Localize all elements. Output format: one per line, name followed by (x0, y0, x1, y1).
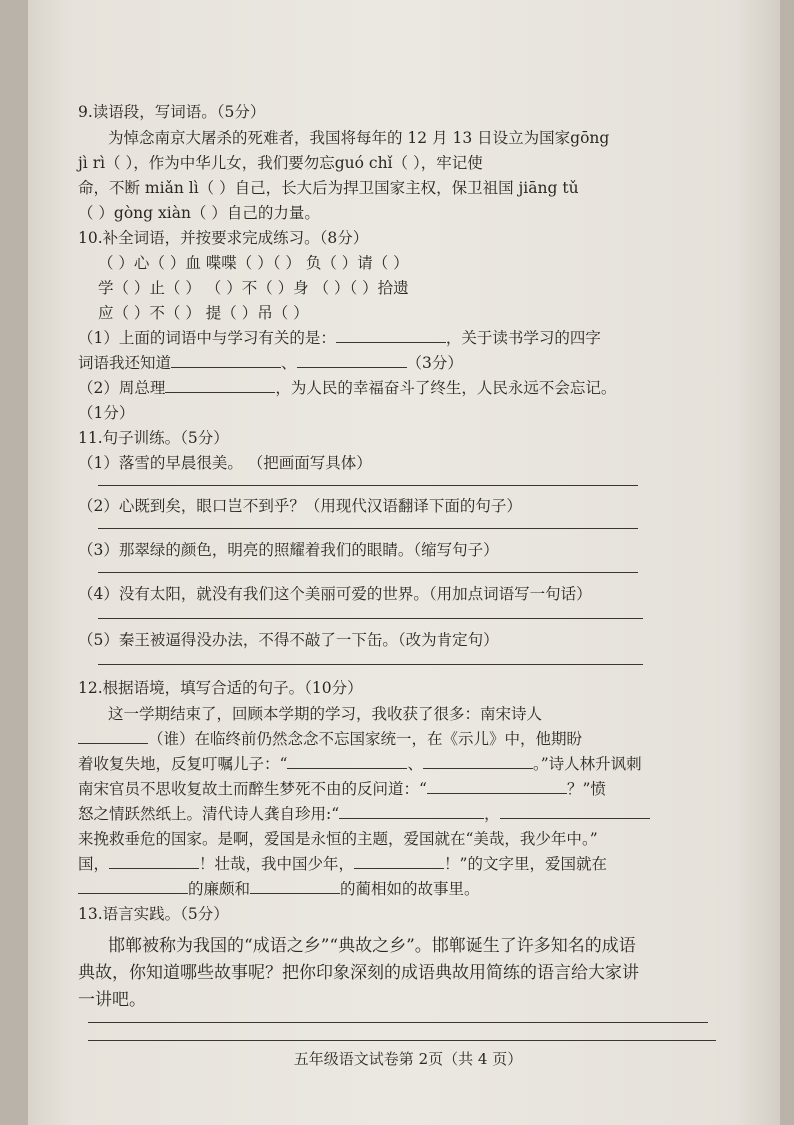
q13-line-3: 一讲吧。 (78, 990, 146, 1010)
answer-blank[interactable] (297, 353, 407, 368)
answer-blank[interactable] (336, 328, 446, 343)
q11-item-4: （4）没有太阳，就没有我们这个美丽可爱的世界。（用加点词语写一句话） (78, 585, 592, 603)
answer-blank[interactable] (354, 854, 444, 869)
q11-item-5: （5）秦王被逼得没办法，不得不敲了一下缶。（改为肯定句） (78, 631, 499, 649)
answer-blank[interactable] (78, 729, 148, 744)
q10-row-2: 学（ ）止（ ） （ ）不（ ）身 （ ）（ ）拾遗 (98, 279, 409, 297)
q11-item-2: （2）心既到矣，眼口岂不到乎？（用现代汉语翻译下面的句子） (78, 497, 522, 515)
answer-blank[interactable] (423, 754, 533, 769)
answer-blank[interactable] (287, 754, 407, 769)
q12-line-3: 着收复失地，反复叮嘱儿子：“ 、 。”诗人林升讽刺 (78, 755, 642, 773)
q10-row-3: 应（ ）不（ ） 提（ ）吊（ ） (98, 304, 309, 322)
q12-line-8: 的廉颇和 的蔺相如的故事里。 (78, 877, 480, 899)
q12-line-4: 南宋官员不思收复故土而醉生梦死不由的反问道：“ ？”愤 (78, 780, 606, 798)
answer-line[interactable] (98, 618, 643, 619)
q11-title: 11.句子训练。（5分） (78, 429, 229, 447)
q9-title: 9.读语段，写词语。（5分） (78, 103, 266, 121)
answer-line[interactable] (98, 485, 638, 486)
q13-line-2: 典故，你知道哪些故事呢？把你印象深刻的成语典故用简练的语言给大家讲 (78, 963, 639, 983)
q12-line-7: 国， ！壮哉，我中国少年， ！”的文字里，爱国就在 (78, 855, 607, 873)
q10-sub-1-cont: 词语我还知道 、 （3分） (78, 354, 463, 372)
q12-line-1: 这一学期结束了，回顾本学期的学习，我收获了很多：南宋诗人 (108, 705, 543, 723)
q10-title: 10.补全词语，并按要求完成练习。（8分） (78, 229, 369, 247)
q13-title: 13.语言实践。（5分） (78, 905, 229, 923)
answer-blank[interactable] (427, 779, 567, 794)
answer-blank[interactable] (250, 879, 340, 894)
answer-blank[interactable] (78, 879, 188, 894)
q9-line-3: 命，不断 miǎn lì（ ）自己，长大后为捍卫国家主权，保卫祖国 jiāng tǔ (78, 179, 579, 197)
answer-line[interactable] (88, 1022, 708, 1023)
q9-line-4: （ ）gòng xiàn（ ）自己的力量。 (78, 204, 320, 222)
q11-item-1: （1）落雪的早晨很美。 （把画面写具体） (78, 454, 372, 472)
q12-line-6: 来挽救垂危的国家。是啊，爱国是永恒的主题，爱国就在“美哉，我少年中。” (78, 830, 598, 848)
answer-line[interactable] (98, 528, 638, 529)
q10-sub-1: （1）上面的词语中与学习有关的是： ，关于读书学习的四字 (78, 329, 601, 347)
q12-line-5: 怒之情跃然纸上。清代诗人龚自珍用:“ ， (78, 802, 650, 824)
q9-line-1: 为悼念南京大屠杀的死难者，我国将每年的 12 月 13 日设立为国家gōng (108, 129, 610, 147)
page-footer: 五年级语文试卷第 2页（共 4 页） (293, 1050, 523, 1068)
q10-sub-2-score: （1分） (78, 404, 135, 422)
answer-blank[interactable] (171, 353, 281, 368)
footer-rule (88, 1040, 716, 1041)
answer-blank[interactable] (339, 804, 484, 819)
answer-blank[interactable] (500, 804, 650, 819)
q11-item-3: （3）那翠绿的颜色，明亮的照耀着我们的眼睛。（缩写句子） (78, 541, 499, 559)
q10-row-1: （ ）心（ ）血 喋喋（ ）（ ） 负（ ）请（ ） (98, 254, 409, 272)
q12-title: 12.根据语境，填写合适的句子。（10分） (78, 679, 363, 697)
answer-line[interactable] (98, 664, 643, 665)
answer-blank[interactable] (165, 378, 275, 393)
q12-line-2: （谁）在临终前仍然念念不忘国家统一，在《示儿》中，他期盼 (78, 727, 582, 749)
q9-line-2: jì rì（ ），作为中华儿女，我们要勿忘guó chǐ（ ），牢记使 (78, 154, 483, 172)
q10-sub-2: （2）周总理 ，为人民的幸福奋斗了终生，人民永远不会忘记。 (78, 379, 617, 397)
answer-blank[interactable] (109, 854, 199, 869)
answer-line[interactable] (98, 572, 638, 573)
exam-paper (28, 0, 780, 1125)
q13-line-1: 邯郸被称为我国的“成语之乡”“典故之乡”。邯郸诞生了许多知名的成语 (108, 936, 636, 956)
